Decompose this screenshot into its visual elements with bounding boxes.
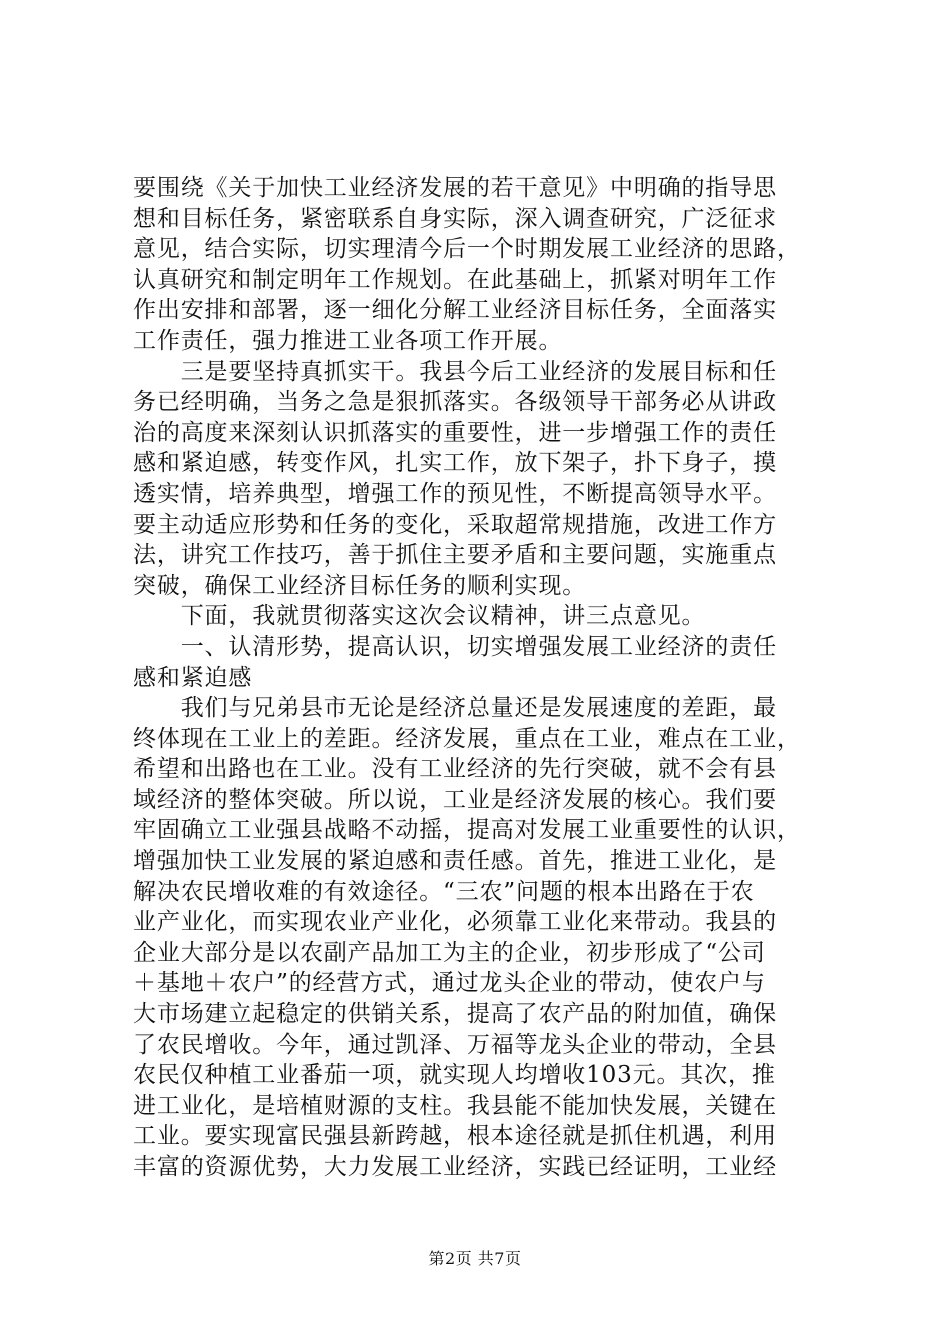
text-line: 终体现在工业上的差距。经济发展，重点在工业，难点在工业， <box>133 725 801 752</box>
text-line: 大市场建立起稳定的供销关系，提高了农产品的附加值，确保 <box>133 1001 777 1028</box>
text-line: 进工业化，是培植财源的支柱。我县能不能加快发展，关键在 <box>133 1092 777 1119</box>
text-line: 想和目标任务，紧密联系自身实际，深入调查研究，广泛征求 <box>133 205 777 232</box>
text-line: 域经济的整体突破。所以说，工业是经济发展的核心。我们要 <box>133 786 777 813</box>
text-line: 意见，结合实际，切实理清今后一个时期发展工业经济的思路， <box>133 236 801 263</box>
text-line: 解决农民增收难的有效途径。“三农”问题的根本出路在于农 <box>133 878 755 905</box>
document-body <box>133 173 833 1183</box>
text-line: 业产业化，而实现农业产业化，必须靠工业化来带动。我县的 <box>133 909 777 936</box>
text-line: 增强加快工业发展的紧迫感和责任感。首先，推进工业化，是 <box>133 848 777 875</box>
text-line: 要主动适应形势和任务的变化，采取超常规措施，改进工作方 <box>133 511 777 538</box>
text-line: 务已经明确，当务之急是狠抓落实。各级领导干部务必从讲政 <box>133 389 777 416</box>
text-line: 感和紧迫感，转变作风，扎实工作，放下架子，扑下身子，摸 <box>133 450 777 477</box>
text-line: 三是要坚持真抓实干。我县今后工业经济的发展目标和任 <box>133 358 777 385</box>
text-line: 农民仅种植工业番茄一项，就实现人均增收103元。其次，推 <box>133 1062 776 1089</box>
text-line: ＋基地＋农户”的经营方式，通过龙头企业的带动，使农户与 <box>133 970 766 997</box>
text-line: 要围绕《关于加快工业经济发展的若干意见》中明确的指导思 <box>133 175 777 201</box>
text-line: 丰富的资源优势，大力发展工业经济，实践已经证明，工业经 <box>133 1154 777 1180</box>
text-line: 我们与兄弟县市无论是经济总量还是发展速度的差距，最 <box>133 695 777 722</box>
text-line: 作出安排和部署，逐一细化分解工业经济目标任务，全面落实 <box>133 297 777 324</box>
section-heading-line: 感和紧迫感 <box>133 664 253 691</box>
text-line: 认真研究和制定明年工作规划。在此基础上，抓紧对明年工作 <box>133 266 777 293</box>
text-line: 突破，确保工业经济目标任务的顺利实现。 <box>133 572 587 599</box>
text-line: 希望和出路也在工业。没有工业经济的先行突破，就不会有县 <box>133 756 777 783</box>
section-heading-line: 一、认清形势，提高认识，切实增强发展工业经济的责任 <box>133 633 777 660</box>
text-line: 治的高度来深刻认识抓落实的重要性，进一步增强工作的责任 <box>133 419 777 446</box>
page-number-footer: 第2页 共7页 <box>428 1249 522 1268</box>
text-line: 工作责任，强力推进工业各项工作开展。 <box>133 327 563 354</box>
text-line: 工业。要实现富民强县新跨越，根本途径就是抓住机遇，利用 <box>133 1123 777 1150</box>
text-line: 了农民增收。今年，通过凯泽、万福等龙头企业的带动，全县 <box>133 1031 777 1058</box>
text-line: 法，讲究工作技巧，善于抓住主要矛盾和主要问题，实施重点 <box>133 542 777 569</box>
text-line: 下面，我就贯彻落实这次会议精神，讲三点意见。 <box>133 603 706 630</box>
text-line: 透实情，培养典型，增强工作的预见性，不断提高领导水平。 <box>133 480 777 507</box>
text-line: 牢固确立工业强县战略不动摇，提高对发展工业重要性的认识， <box>133 817 801 844</box>
text-line: 企业大部分是以农副产品加工为主的企业，初步形成了“公司 <box>133 939 766 966</box>
